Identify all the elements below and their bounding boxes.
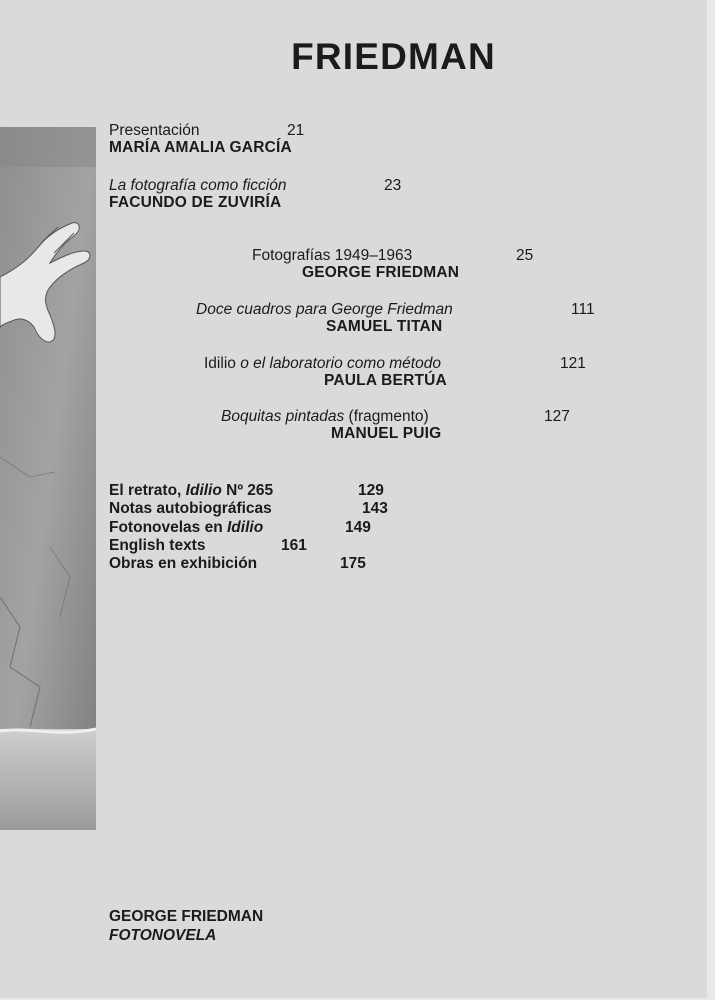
toc-entry [221,408,591,444]
list-item-page: 149 [345,518,371,536]
toc-entry [196,301,606,337]
toc-entry-page: 127 [544,408,570,425]
toc-entry-title: La fotografía como ficción [109,177,287,194]
toc-entry-author: SAMUEL TITAN [326,318,443,335]
toc-entry-page: 111 [571,301,595,318]
list-item-page: 175 [340,555,366,573]
list-item-page: 161 [281,536,307,554]
toc-entry-author: FACUNDO DE ZUVIRÍA [109,194,282,211]
footer-book-title: FOTONOVELA [109,926,217,944]
toc-entry-title: Presentación [109,122,200,139]
toc-entry-author: GEORGE FRIEDMAN [302,264,460,281]
list-item-page: 129 [358,482,384,499]
toc-entry [109,177,409,213]
toc-entry-title: Boquitas pintadas (fragmento) [221,408,429,425]
toc-entry [109,122,329,158]
toc-entry-title: Doce cuadros para George Friedman [196,301,453,318]
toc-entry-title: Idilio o el laboratorio como método [204,355,441,372]
toc-entry-author: MARÍA AMALIA GARCÍA [109,139,292,156]
toc-entry-title: Fotografías 1949–1963 [252,247,413,264]
toc-entry-page: 25 [516,247,534,264]
list-item: English texts 161 [109,536,307,554]
list-item: Obras en exhibición 175 [109,555,366,573]
list-item: Fotonovelas en Idilio 149 [109,518,371,536]
toc-entry-page: 121 [560,355,586,372]
toc-entry-author: PAULA BERTÚA [324,372,447,389]
footer-author: GEORGE FRIEDMAN [109,908,264,925]
list-item-page: 143 [362,500,388,518]
hand-on-wall-photo [0,127,96,830]
toc-entry-page: 23 [384,177,402,194]
footer [109,908,263,945]
toc-entry-author: MANUEL PUIG [331,425,442,442]
toc-list [109,482,388,573]
toc-entry-page: 21 [287,122,305,139]
toc-entry [204,355,604,391]
page-title: FRIEDMAN [291,36,496,77]
list-item: El retrato, Idilio Nº 265 129 [109,482,384,499]
list-item: Notas autobiográficas 143 [109,500,388,518]
toc-entry [250,247,550,283]
